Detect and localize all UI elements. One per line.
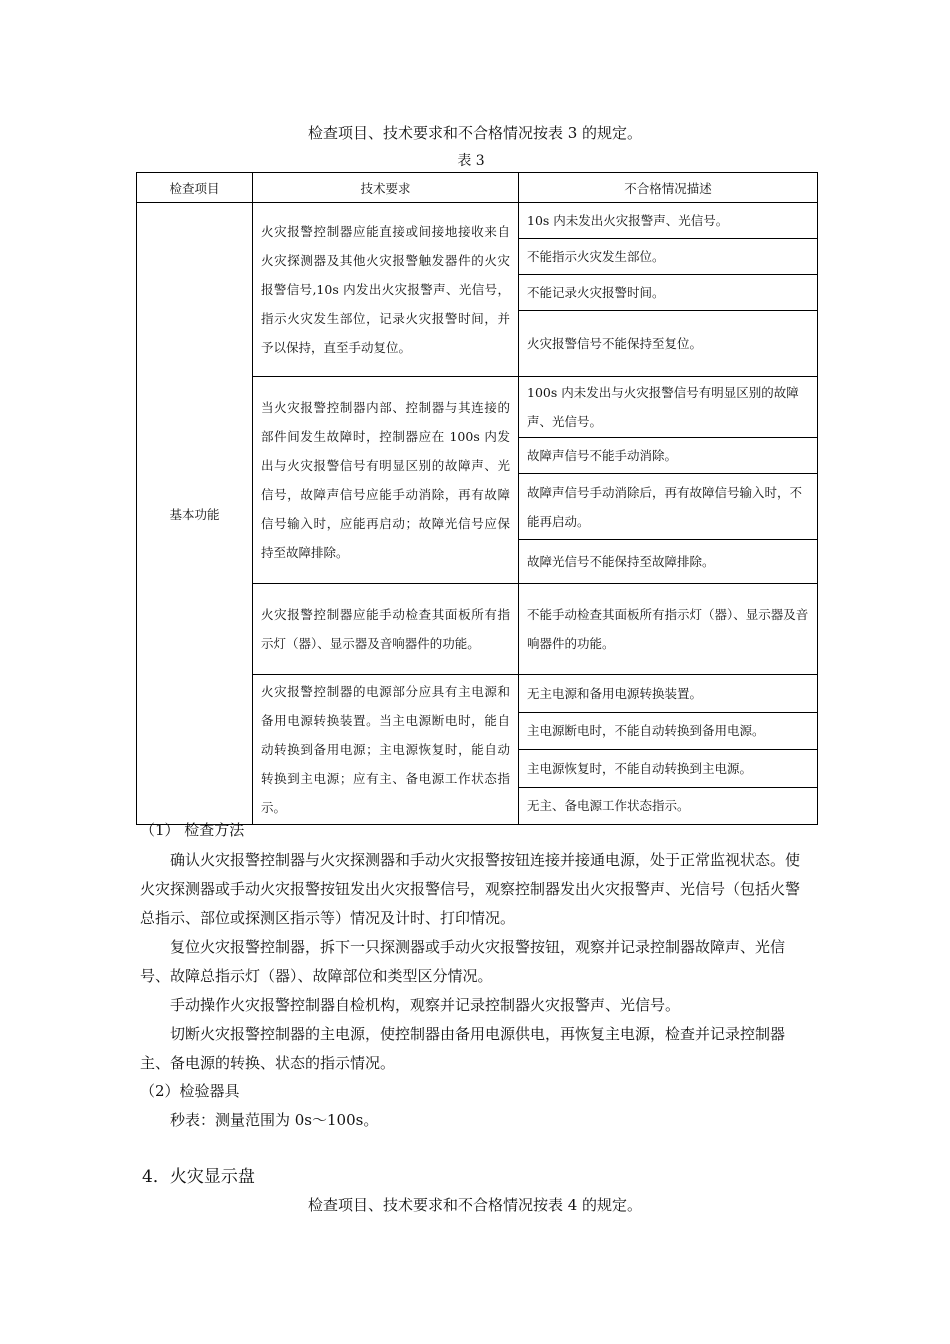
section-intro: 检查项目、技术要求和不合格情况按表 4 的规定。 <box>307 1196 643 1214</box>
failure-cell: 不能手动检查其面板所有指示灯（器）、显示器及音响器件的功能。 <box>519 584 818 675</box>
failure-cell: 无主、备电源工作状态指示。 <box>519 787 818 825</box>
method-paragraph: 确认火灾报警控制器与火灾探测器和手动火灾报警按钮连接并接通电源，处于正常监视状态。使火灾探测器或手动火灾报警按钮发出火灾报警信号，观察控制器发出火灾报警声、光信号（包括火警总指示、部位或探测区指示等）情况及计时、打印情况。 <box>140 851 801 927</box>
item-cell: 基本功能 <box>137 203 253 825</box>
table-row <box>137 203 818 239</box>
method-paragraph: 切断火灾报警控制器的主电源，使控制器由备用电源供电，再恢复主电源，检查并记录控制器主、备电源的转换、状态的指示情况。 <box>140 1025 786 1072</box>
inspection-table <box>136 172 818 825</box>
header-item: 检查项目 <box>137 173 253 203</box>
table-header-row <box>137 173 818 203</box>
header-failure: 不合格情况描述 <box>519 173 818 203</box>
requirement-cell: 火灾报警控制器的电源部分应具有主电源和备用电源转换装置。当主电源断电时，能自动转换到备用电源；主电源恢复时，能自动转换到主电源；应有主、备电源工作状态指示。 <box>253 675 519 825</box>
requirement-cell: 火灾报警控制器应能直接或间接地接收来自火灾探测器及其他火灾报警触发器件的火灾报警信号,10s 内发出火灾报警声、光信号，指示火灾发生部位，记录火灾报警时间，并予以保持，直至手动复位。 <box>253 203 519 377</box>
failure-cell: 故障声信号手动消除后，再有故障信号输入时，不能再启动。 <box>519 474 818 540</box>
failure-cell: 故障光信号不能保持至故障排除。 <box>519 540 818 584</box>
failure-cell: 火灾报警信号不能保持至复位。 <box>519 311 818 377</box>
header-requirement: 技术要求 <box>253 173 519 203</box>
tools-text: 秒表：测量范围为 0s～100s。 <box>170 1111 379 1129</box>
method-paragraph: 手动操作火灾报警控制器自检机构，观察并记录控制器火灾报警声、光信号。 <box>170 996 681 1014</box>
table-caption: 表 3 <box>457 153 485 169</box>
method-paragraph: 复位火灾报警控制器，拆下一只探测器或手动火灾报警按钮，观察并记录控制器故障声、光信号、故障总指示灯（器）、故障部位和类型区分情况。 <box>140 938 786 985</box>
tools-heading: （2）检验器具 <box>140 1082 240 1100</box>
table-intro: 检查项目、技术要求和不合格情况按表 3 的规定。 <box>307 124 643 142</box>
failure-cell: 故障声信号不能手动消除。 <box>519 438 818 474</box>
failure-cell: 不能记录火灾报警时间。 <box>519 275 818 311</box>
failure-cell: 100s 内未发出与火灾报警信号有明显区别的故障声、光信号。 <box>519 377 818 438</box>
failure-cell: 主电源恢复时，不能自动转换到主电源。 <box>519 750 818 788</box>
failure-cell: 不能指示火灾发生部位。 <box>519 239 818 275</box>
failure-cell: 无主电源和备用电源转换装置。 <box>519 675 818 713</box>
section-title: 4．火灾显示盘 <box>142 1167 255 1187</box>
failure-cell: 主电源断电时，不能自动转换到备用电源。 <box>519 712 818 750</box>
requirement-cell: 当火灾报警控制器内部、控制器与其连接的部件间发生故障时，控制器应在 100s 内发出与火灾报警信号有明显区别的故障声、光信号，故障声信号应能手动消除，再有故障信号输入时，应能再启动；故障光信号应保持至故障排除。 <box>253 377 519 584</box>
method-heading: （1） 检查方法 <box>140 821 245 839</box>
failure-cell: 10s 内未发出火灾报警声、光信号。 <box>519 203 818 239</box>
requirement-cell: 火灾报警控制器应能手动检查其面板所有指示灯（器）、显示器及音响器件的功能。 <box>253 584 519 675</box>
